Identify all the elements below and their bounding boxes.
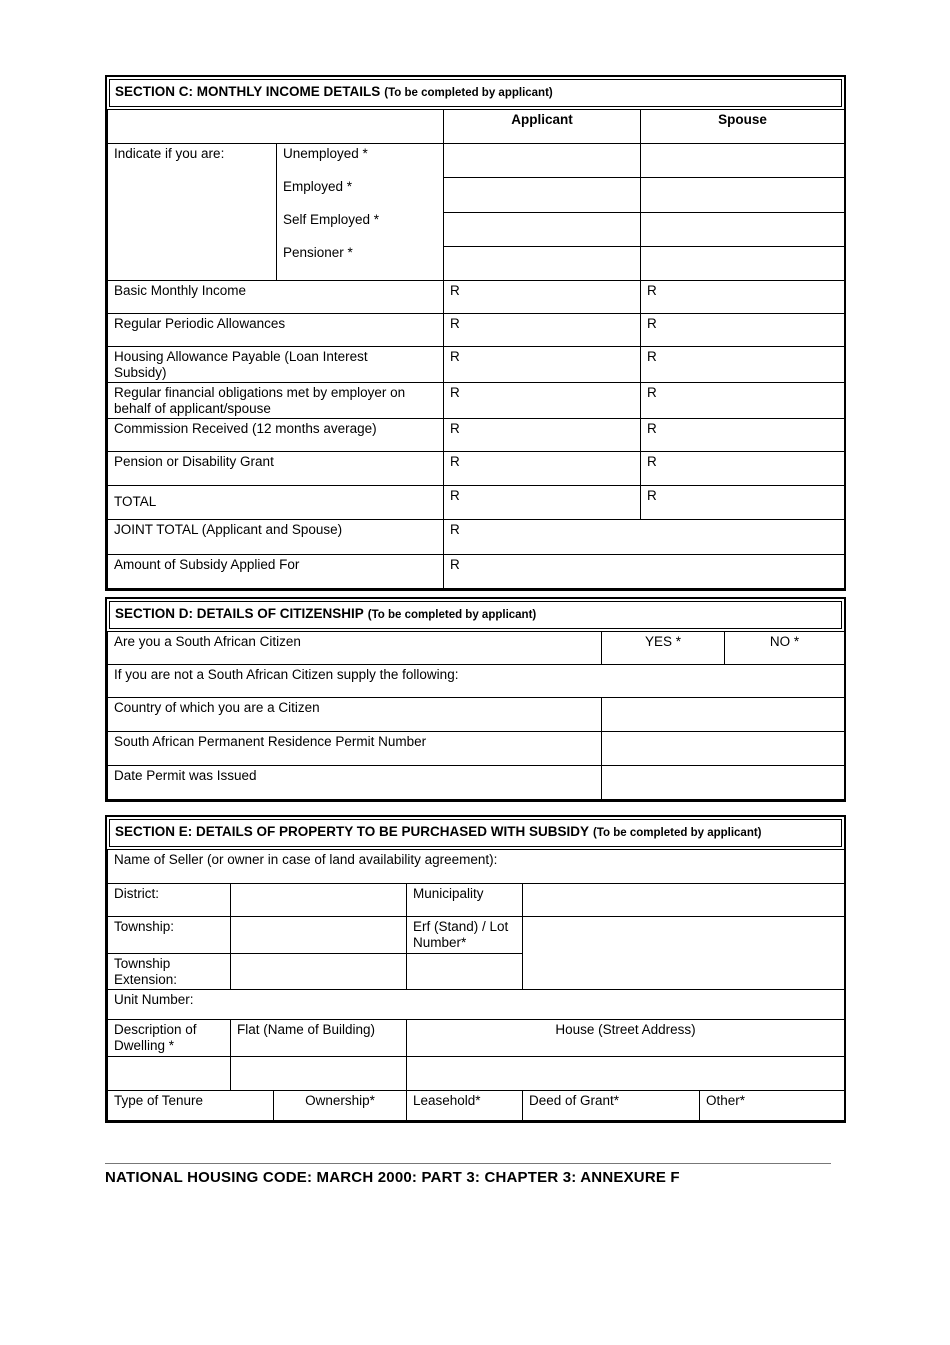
residence-permit-number-label-cell <box>108 732 602 766</box>
dwelling-description-label-cell <box>108 1020 231 1057</box>
section-c-table <box>107 109 845 589</box>
district-label: District: <box>114 886 159 901</box>
input-pension-disability-grant-spouse[interactable] <box>641 452 845 486</box>
deed-of-grant-label: Deed of Grant* <box>529 1093 620 1108</box>
employment-option-self-employed-label: Self Employed * <box>283 212 380 227</box>
municipality-label-cell <box>407 884 523 917</box>
date-permit-issued-label-cell <box>108 766 602 800</box>
seller-name-label: Name of Seller (or owner in case of land availability agreement): <box>114 852 498 867</box>
house-label-cell <box>407 1020 845 1057</box>
employment-option-unemployed-label: Unemployed * <box>283 146 368 161</box>
input-township[interactable] <box>231 917 407 954</box>
pension-disability-grant-label: Pension or Disability Grant <box>114 454 274 469</box>
section-d-title: SECTION D: DETAILS OF CITIZENSHIP <box>115 606 364 621</box>
housing-allowance-label: Housing Allowance Payable (Loan Interest Subsidy) <box>114 349 368 380</box>
yes-label: YES * <box>644 634 682 649</box>
currency-symbol: R <box>450 488 460 503</box>
type-of-tenure-label: Type of Tenure <box>114 1093 204 1108</box>
field-seller-name[interactable] <box>108 850 845 884</box>
input-self-employed-spouse[interactable] <box>641 212 845 246</box>
section-d-title-suffix: (To be completed by applicant) <box>367 609 537 621</box>
input-total-applicant[interactable] <box>444 486 641 520</box>
non-citizen-instruction-cell <box>108 665 845 698</box>
section-e-title-suffix: (To be completed by applicant) <box>593 827 762 839</box>
section-e-property-details <box>105 815 846 1123</box>
row-label-regular-periodic-allowances <box>108 314 444 347</box>
input-subsidy-applied[interactable] <box>444 555 845 589</box>
input-commission-received-applicant[interactable] <box>444 419 641 452</box>
input-joint-total[interactable] <box>444 520 845 555</box>
input-township-extension[interactable] <box>231 954 407 990</box>
section-d-header <box>109 601 842 629</box>
section-c-title-suffix: (To be completed by applicant) <box>384 87 553 99</box>
regular-periodic-allowances-label: Regular Periodic Allowances <box>114 316 286 331</box>
input-erf-lot-number[interactable] <box>523 917 845 990</box>
township-extension-label: Township Extension: <box>114 956 178 987</box>
row-label-joint-total <box>108 520 444 555</box>
input-self-employed-applicant[interactable] <box>444 212 641 246</box>
footer-divider <box>105 1163 831 1164</box>
row-label-pension-disability-grant <box>108 452 444 486</box>
section-e-table <box>107 849 845 1121</box>
residence-permit-number-label: South African Permanent Residence Permit Number <box>114 734 427 749</box>
currency-symbol: R <box>450 316 460 331</box>
currency-symbol: R <box>450 349 460 364</box>
input-regular-periodic-allowances-applicant[interactable] <box>444 314 641 347</box>
row-label-total <box>108 486 444 520</box>
employer-obligations-label: Regular financial obligations met by employer on behalf of applicant/spouse <box>114 385 406 416</box>
ownership-label: Ownership* <box>305 1093 375 1108</box>
footer-text: NATIONAL HOUSING CODE: MARCH 2000: PART 3: CHAPTER 3: ANNEXURE F <box>105 1169 680 1186</box>
currency-symbol: R <box>647 385 657 400</box>
erf-lot-number-label: Erf (Stand) / Lot Number* <box>413 919 509 950</box>
input-date-permit-issued[interactable] <box>602 766 845 800</box>
section-c-monthly-income <box>105 75 846 591</box>
employment-option-pensioner-label: Pensioner * <box>283 245 353 260</box>
input-employed-spouse[interactable] <box>641 178 845 212</box>
input-erf-secondary[interactable] <box>407 954 523 990</box>
input-unemployed-spouse[interactable] <box>641 144 845 178</box>
input-regular-periodic-allowances-spouse[interactable] <box>641 314 845 347</box>
input-basic-monthly-income-spouse[interactable] <box>641 281 845 314</box>
citizen-question-label: Are you a South African Citizen <box>114 634 301 649</box>
other-label: Other* <box>706 1093 746 1108</box>
currency-symbol: R <box>647 454 657 469</box>
tenure-option-other[interactable] <box>700 1091 845 1121</box>
input-house-address[interactable] <box>407 1057 845 1091</box>
citizen-no-option[interactable] <box>725 632 845 665</box>
joint-total-label: JOINT TOTAL (Applicant and Spouse) <box>114 522 343 537</box>
input-district[interactable] <box>231 884 407 917</box>
no-label: NO * <box>769 634 800 649</box>
section-c-title: SECTION C: MONTHLY INCOME DETAILS <box>115 84 381 99</box>
tenure-option-deed-of-grant[interactable] <box>523 1091 700 1121</box>
citizen-question-label-cell <box>108 632 602 665</box>
input-basic-monthly-income-applicant[interactable] <box>444 281 641 314</box>
currency-symbol: R <box>450 557 460 572</box>
house-street-address-label: House (Street Address) <box>555 1022 696 1037</box>
currency-symbol: R <box>450 454 460 469</box>
row-label-commission-received <box>108 419 444 452</box>
citizen-yes-option[interactable] <box>602 632 725 665</box>
blank-header-cell <box>108 110 444 144</box>
input-employer-obligations-applicant[interactable] <box>444 383 641 419</box>
column-header-spouse: Spouse <box>641 110 845 144</box>
field-unit-number[interactable] <box>108 990 845 1020</box>
section-e-title: SECTION E: DETAILS OF PROPERTY TO BE PURCHASED WITH SUBSIDY <box>115 824 590 839</box>
input-country-of-citizenship[interactable] <box>602 698 845 732</box>
non-citizen-instruction: If you are not a South African Citizen supply the following: <box>114 667 459 682</box>
leasehold-label: Leasehold* <box>413 1093 481 1108</box>
input-housing-allowance-spouse[interactable] <box>641 347 845 383</box>
input-commission-received-spouse[interactable] <box>641 419 845 452</box>
date-permit-issued-label: Date Permit was Issued <box>114 768 257 783</box>
currency-symbol: R <box>450 522 460 537</box>
country-of-citizenship-label: Country of which you are a Citizen <box>114 700 320 715</box>
input-unemployed-applicant[interactable] <box>444 144 641 178</box>
unit-number-label: Unit Number: <box>114 992 194 1007</box>
indicate-label-cell <box>108 144 277 281</box>
indicate-label: Indicate if you are: <box>114 146 225 161</box>
flat-name-label: Flat (Name of Building) <box>237 1022 376 1037</box>
input-residence-permit-number[interactable] <box>602 732 845 766</box>
row-label-housing-allowance <box>108 347 444 383</box>
municipality-label: Municipality <box>413 886 484 901</box>
input-municipality[interactable] <box>523 884 845 917</box>
currency-symbol: R <box>647 316 657 331</box>
section-d-table <box>107 631 845 800</box>
subsidy-applied-label: Amount of Subsidy Applied For <box>114 557 300 572</box>
row-label-employer-obligations <box>108 383 444 419</box>
input-dwelling-type[interactable] <box>108 1057 231 1091</box>
currency-symbol: R <box>647 421 657 436</box>
input-flat-name[interactable] <box>231 1057 407 1091</box>
input-pensioner-spouse[interactable] <box>641 246 845 280</box>
township-label-cell <box>108 917 231 954</box>
section-e-header <box>109 819 842 847</box>
currency-symbol: R <box>647 349 657 364</box>
township-label: Township: <box>114 919 175 934</box>
currency-symbol: R <box>450 283 460 298</box>
country-of-citizenship-label-cell <box>108 698 602 732</box>
input-employed-applicant[interactable] <box>444 178 641 212</box>
input-pensioner-applicant[interactable] <box>444 246 641 280</box>
currency-symbol: R <box>450 385 460 400</box>
section-d-citizenship <box>105 597 846 802</box>
commission-received-label: Commission Received (12 months average) <box>114 421 377 436</box>
row-label-basic-monthly-income <box>108 281 444 314</box>
input-employer-obligations-spouse[interactable] <box>641 383 845 419</box>
input-pension-disability-grant-applicant[interactable] <box>444 452 641 486</box>
column-header-applicant: Applicant <box>444 110 641 144</box>
currency-symbol: R <box>450 421 460 436</box>
dwelling-description-label: Description of Dwelling * <box>114 1022 197 1053</box>
row-label-subsidy-applied <box>108 555 444 589</box>
township-extension-label-cell <box>108 954 231 990</box>
district-label-cell <box>108 884 231 917</box>
erf-label-cell <box>407 917 523 954</box>
tenure-option-ownership[interactable] <box>274 1091 407 1121</box>
tenure-label-cell <box>108 1091 274 1121</box>
employment-options-cell <box>277 144 444 281</box>
flat-label-cell <box>231 1020 407 1057</box>
currency-symbol: R <box>647 488 657 503</box>
input-housing-allowance-applicant[interactable] <box>444 347 641 383</box>
section-c-header <box>109 79 842 107</box>
total-label: TOTAL <box>114 494 157 509</box>
currency-symbol: R <box>647 283 657 298</box>
employment-option-employed-label: Employed * <box>283 179 353 194</box>
tenure-option-leasehold[interactable] <box>407 1091 523 1121</box>
basic-monthly-income-label: Basic Monthly Income <box>114 283 247 298</box>
input-total-spouse[interactable] <box>641 486 845 520</box>
